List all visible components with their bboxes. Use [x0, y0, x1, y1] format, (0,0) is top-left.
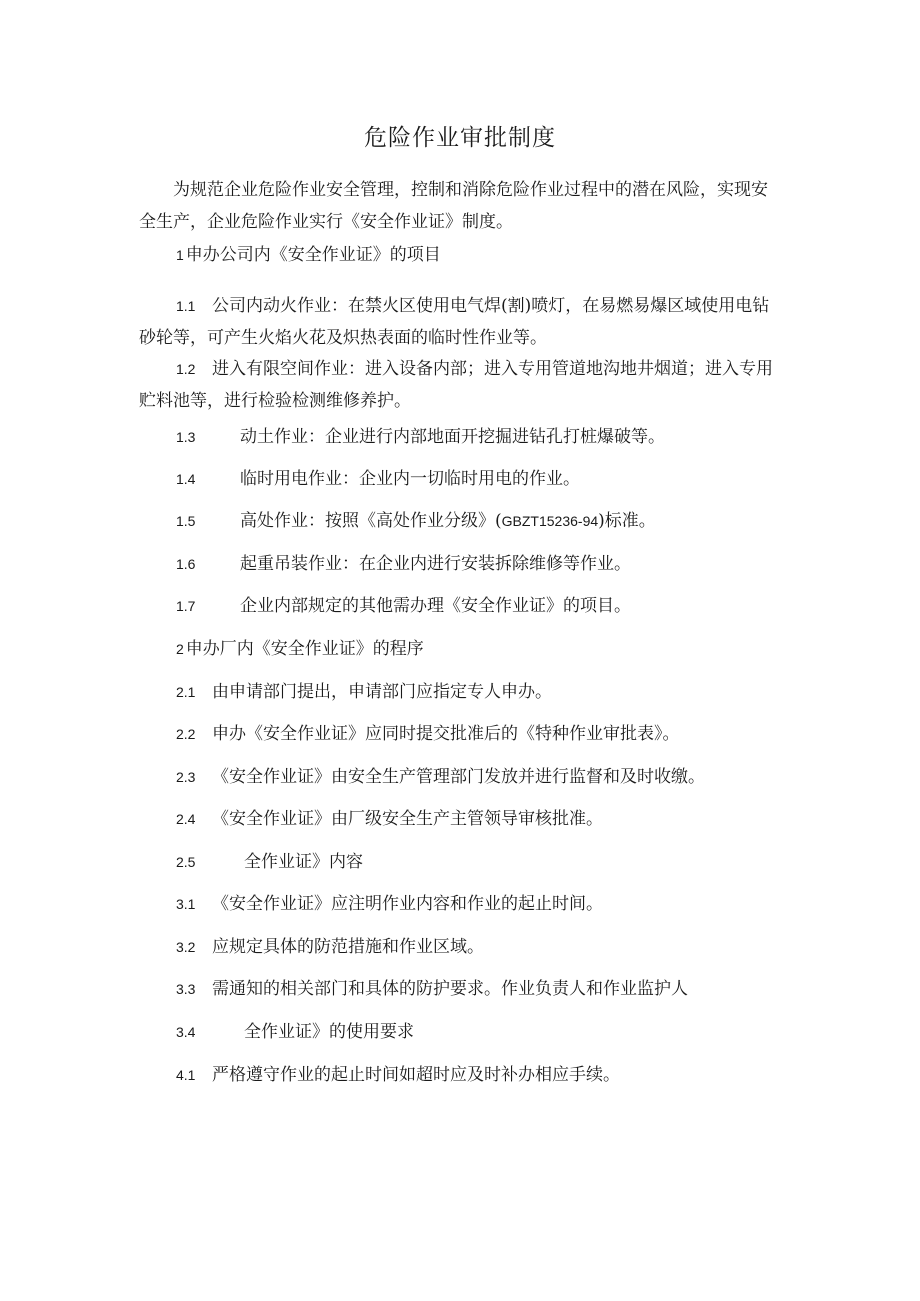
page-title: 危险作业审批制度: [364, 125, 556, 151]
item-number: 1.3: [176, 429, 196, 445]
item-text: 全作业证》的使用要求: [244, 1022, 414, 1042]
item-number: 1.6: [176, 556, 196, 572]
section-number: 2: [176, 641, 184, 657]
standard-code: GBZT15236-94: [501, 513, 599, 529]
item-text: 公司内动火作业：在禁火区使用电气焊(割)喷灯，在易燃易爆区域使用电钻砂轮等，可产生火焰火花及炽热表面的临时性作业等。: [139, 296, 770, 348]
item-number: 2.5: [176, 854, 196, 870]
item-text: 申办《安全作业证》应同时提交批准后的《特种作业审批表》。: [212, 724, 680, 744]
item-number: 1.2: [176, 361, 196, 377]
list-item-3-3: [176, 977, 688, 1001]
item-number: 3.1: [176, 896, 196, 912]
item-text: 需通知的相关部门和具体的防护要求。作业负责人和作业监护人: [212, 979, 688, 999]
item-text: 高处作业：按照《高处作业分级》(: [240, 511, 502, 531]
item-number: 2.3: [176, 769, 196, 785]
item-number: 4.1: [176, 1067, 196, 1083]
item-number: 2.4: [176, 811, 196, 827]
list-item-2-3: [176, 765, 705, 789]
item-number: 1.1: [176, 298, 196, 314]
list-item-1-4: [176, 467, 580, 491]
section-heading-1: [176, 243, 441, 267]
item-number: 1.4: [176, 471, 196, 487]
list-item-1-6: [176, 552, 631, 576]
list-item-1-5: [176, 509, 656, 533]
intro-paragraph: 为规范企业危险作业安全管理，控制和消除危险作业过程中的潜在风险，实现安全生产，企业危险作业实行《安全作业证》制度。: [139, 180, 768, 232]
list-item-3-1: [176, 892, 603, 916]
item-text-suffix: )标准。: [598, 511, 656, 531]
item-number: 3.4: [176, 1024, 196, 1040]
section-heading-2: [176, 637, 424, 661]
list-item-3-2: [176, 935, 484, 959]
item-text: 由申请部门提出，申请部门应指定专人申办。: [212, 682, 552, 702]
item-text: 企业内部规定的其他需办理《安全作业证》的项目。: [240, 596, 631, 616]
list-item-1-3: [176, 425, 665, 449]
item-text: 全作业证》内容: [244, 852, 363, 872]
item-number: 2.1: [176, 684, 196, 700]
list-item-1-2: [139, 353, 779, 417]
item-text: 进入有限空间作业：进入设备内部；进入专用管道地沟地井烟道；进入专用贮料池等，进行检验检测维修养护。: [139, 359, 773, 411]
list-item-2-5: [176, 850, 363, 874]
list-item-2-2: [176, 722, 680, 746]
list-item-3-4: [176, 1020, 414, 1044]
item-number: 3.2: [176, 939, 196, 955]
item-number: 3.3: [176, 981, 196, 997]
list-item-1-1: [139, 290, 779, 354]
item-text: 《安全作业证》应注明作业内容和作业的起止时间。: [212, 894, 603, 914]
item-text: 应规定具体的防范措施和作业区域。: [212, 937, 484, 957]
item-number: 1.7: [176, 598, 196, 614]
list-item-1-7: [176, 594, 631, 618]
item-text: 《安全作业证》由厂级安全生产主管领导审核批准。: [212, 809, 603, 829]
item-text: 临时用电作业：企业内一切临时用电的作业。: [240, 469, 580, 489]
list-item-2-4: [176, 807, 603, 831]
section-text: 申办公司内《安全作业证》的项目: [185, 245, 441, 265]
item-number: 2.2: [176, 726, 196, 742]
item-text: 严格遵守作业的起止时间如超时应及时补办相应手续。: [212, 1065, 620, 1085]
section-number: 1: [176, 247, 184, 263]
item-text: 起重吊装作业：在企业内进行安装拆除维修等作业。: [240, 554, 631, 574]
section-text: 申办厂内《安全作业证》的程序: [185, 639, 424, 659]
item-text: 《安全作业证》由安全生产管理部门发放并进行监督和及时收缴。: [212, 767, 705, 787]
item-text: 动土作业：企业进行内部地面开挖掘进钻孔打桩爆破等。: [240, 427, 665, 447]
list-item-4-1: [176, 1063, 620, 1087]
list-item-2-1: [176, 680, 552, 704]
item-number: 1.5: [176, 513, 196, 529]
